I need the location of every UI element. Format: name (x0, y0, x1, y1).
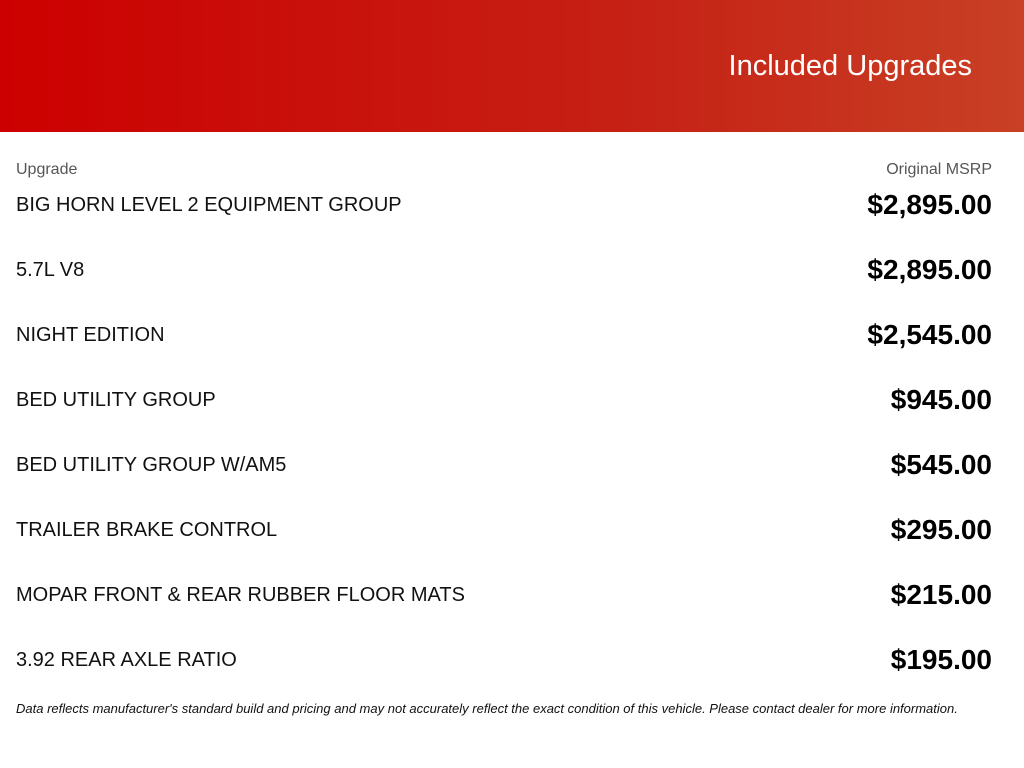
upgrade-row (16, 237, 992, 302)
upgrade-row (16, 627, 992, 692)
page-title: Included Upgrades (728, 50, 972, 82)
disclaimer-text: Data reflects manufacturer's standard build and pricing and may not accurately reflect the exact condition of this vehicle. Please contact dealer for more information. (16, 701, 958, 716)
upgrade-price: $2,545.00 (867, 318, 992, 350)
upgrade-name: BIG HORN LEVEL 2 EQUIPMENT GROUP (16, 193, 402, 216)
upgrade-row (16, 562, 992, 627)
upgrade-name: 3.92 REAR AXLE RATIO (16, 648, 237, 671)
upgrade-price: $2,895.00 (867, 188, 992, 220)
upgrade-price: $195.00 (890, 643, 992, 675)
upgrade-row (16, 432, 992, 497)
upgrade-price: $215.00 (890, 578, 992, 610)
upgrades-panel (0, 132, 1024, 718)
upgrade-price: $945.00 (890, 383, 992, 415)
upgrade-name: MOPAR FRONT & REAR RUBBER FLOOR MATS (16, 583, 465, 606)
column-header-upgrade: Upgrade (16, 161, 78, 178)
upgrade-name: 5.7L V8 (16, 258, 85, 281)
upgrade-price: $545.00 (890, 448, 992, 480)
upgrade-price: $295.00 (890, 513, 992, 545)
upgrades-list (16, 172, 992, 692)
upgrade-price: $2,895.00 (867, 253, 992, 285)
upgrade-name: NIGHT EDITION (16, 323, 165, 346)
upgrade-row (16, 367, 992, 432)
upgrade-row (16, 497, 992, 562)
column-header-msrp: Original MSRP (886, 161, 992, 178)
upgrade-name: BED UTILITY GROUP W/AM5 (16, 453, 287, 476)
upgrade-row (16, 172, 992, 237)
upgrade-name: BED UTILITY GROUP (16, 388, 216, 411)
header-banner (0, 0, 1024, 132)
upgrade-name: TRAILER BRAKE CONTROL (16, 518, 278, 541)
upgrade-row (16, 302, 992, 367)
